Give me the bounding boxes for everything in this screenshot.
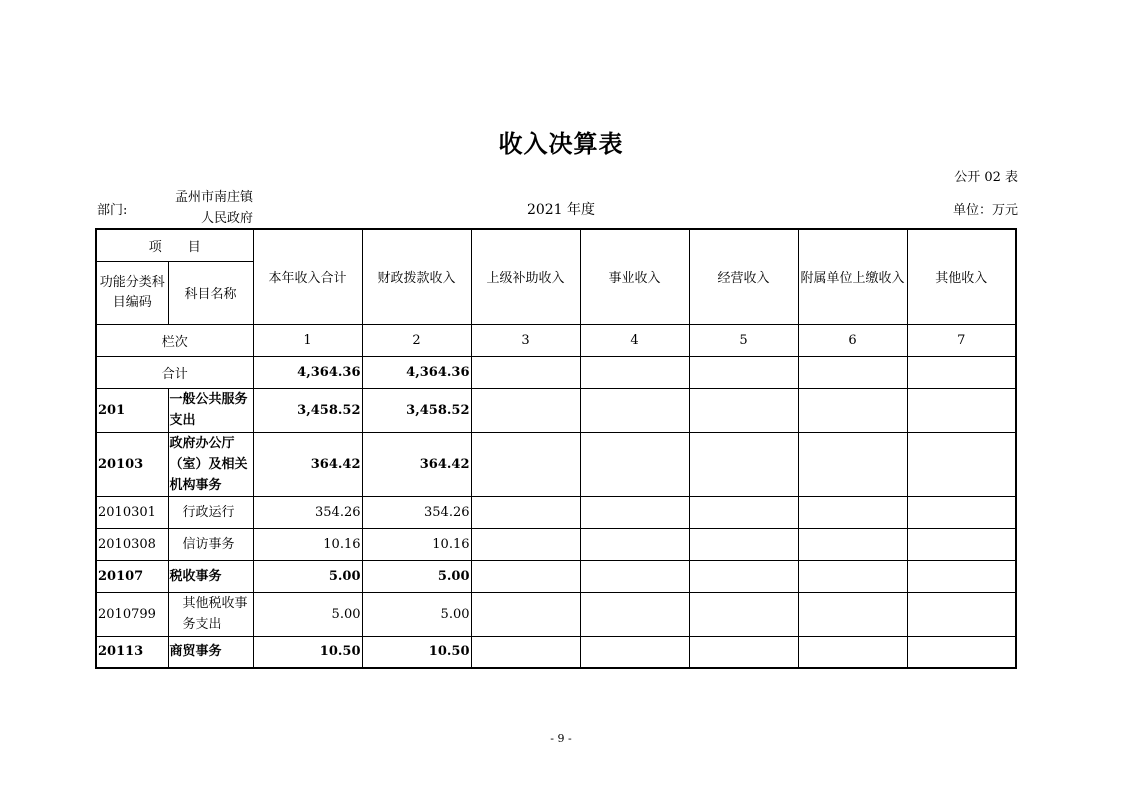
value-cell bbox=[907, 636, 1016, 668]
value-cell bbox=[689, 636, 798, 668]
value-cell: 5.00 bbox=[362, 560, 471, 592]
value-cell bbox=[798, 388, 907, 432]
row-index-cell: 3 bbox=[471, 324, 580, 356]
value-cell bbox=[580, 636, 689, 668]
value-cell bbox=[580, 560, 689, 592]
value-cell bbox=[580, 496, 689, 528]
value-cell bbox=[471, 592, 580, 636]
value-cell: 10.16 bbox=[362, 528, 471, 560]
form-code: 公开 02 表 bbox=[954, 170, 1018, 185]
value-cell bbox=[471, 528, 580, 560]
subject-code: 2010301 bbox=[96, 496, 168, 528]
value-cell bbox=[907, 496, 1016, 528]
value-cell bbox=[689, 528, 798, 560]
value-cell bbox=[907, 388, 1016, 432]
value-cell: 3,458.52 bbox=[362, 388, 471, 432]
table-row bbox=[96, 560, 1016, 592]
subject-name: 一般公共服务支出 bbox=[168, 388, 253, 432]
total-value bbox=[798, 356, 907, 388]
total-label: 合计 bbox=[96, 356, 253, 388]
row-index-cell: 5 bbox=[689, 324, 798, 356]
header-row-1 bbox=[96, 229, 1016, 261]
page-title: 收入决算表 bbox=[498, 130, 624, 158]
table-body bbox=[96, 229, 1016, 668]
page-number: - 9 - bbox=[550, 732, 572, 745]
total-value bbox=[689, 356, 798, 388]
total-value: 4,364.36 bbox=[362, 356, 471, 388]
subject-code: 2010799 bbox=[96, 592, 168, 636]
fiscal-year: 2021 年度 bbox=[526, 202, 596, 218]
subject-code: 201 bbox=[96, 388, 168, 432]
department-label: 部门: bbox=[97, 203, 128, 218]
value-cell bbox=[689, 432, 798, 496]
value-cell: 364.42 bbox=[253, 432, 362, 496]
value-cell bbox=[580, 432, 689, 496]
row-index-cell: 4 bbox=[580, 324, 689, 356]
total-value bbox=[471, 356, 580, 388]
value-cell bbox=[580, 528, 689, 560]
value-cell: 5.00 bbox=[253, 592, 362, 636]
column-header: 其他收入 bbox=[907, 229, 1016, 324]
value-cell bbox=[471, 388, 580, 432]
row-index-row bbox=[96, 324, 1016, 356]
value-cell bbox=[580, 592, 689, 636]
column-header: 事业收入 bbox=[580, 229, 689, 324]
subject-code: 20107 bbox=[96, 560, 168, 592]
row-index-label: 栏次 bbox=[96, 324, 253, 356]
value-cell bbox=[798, 432, 907, 496]
table-row bbox=[96, 592, 1016, 636]
total-value bbox=[580, 356, 689, 388]
subject-code: 20103 bbox=[96, 432, 168, 496]
unit-label: 单位：万元 bbox=[952, 203, 1018, 218]
table-row bbox=[96, 636, 1016, 668]
value-cell bbox=[907, 432, 1016, 496]
value-cell: 10.50 bbox=[362, 636, 471, 668]
name-header: 科目名称 bbox=[168, 261, 253, 324]
value-cell: 354.26 bbox=[253, 496, 362, 528]
value-cell bbox=[689, 560, 798, 592]
subject-name: 政府办公厅（室）及相关机构事务 bbox=[168, 432, 253, 496]
value-cell bbox=[471, 432, 580, 496]
value-cell bbox=[471, 560, 580, 592]
department-name-line1: 孟州市南庄镇 bbox=[174, 190, 253, 205]
value-cell bbox=[798, 592, 907, 636]
value-cell: 5.00 bbox=[362, 592, 471, 636]
subject-name: 商贸事务 bbox=[168, 636, 253, 668]
income-table bbox=[95, 228, 1017, 669]
subject-name: 信访事务 bbox=[168, 528, 253, 560]
value-cell bbox=[907, 528, 1016, 560]
total-row bbox=[96, 356, 1016, 388]
subject-code: 2010308 bbox=[96, 528, 168, 560]
table-row bbox=[96, 496, 1016, 528]
subject-name: 行政运行 bbox=[168, 496, 253, 528]
total-value bbox=[907, 356, 1016, 388]
subject-name: 其他税收事务支出 bbox=[168, 592, 253, 636]
value-cell: 3,458.52 bbox=[253, 388, 362, 432]
value-cell bbox=[689, 496, 798, 528]
table-row bbox=[96, 388, 1016, 432]
value-cell: 354.26 bbox=[362, 496, 471, 528]
value-cell: 10.16 bbox=[253, 528, 362, 560]
column-header: 财政拨款收入 bbox=[362, 229, 471, 324]
row-index-cell: 6 bbox=[798, 324, 907, 356]
value-cell bbox=[798, 496, 907, 528]
column-header: 本年收入合计 bbox=[253, 229, 362, 324]
subject-name: 税收事务 bbox=[168, 560, 253, 592]
value-cell bbox=[689, 388, 798, 432]
value-cell: 364.42 bbox=[362, 432, 471, 496]
department-name-line2: 人民政府 bbox=[200, 211, 253, 226]
value-cell bbox=[798, 636, 907, 668]
value-cell bbox=[471, 496, 580, 528]
value-cell bbox=[907, 560, 1016, 592]
value-cell bbox=[580, 388, 689, 432]
row-index-cell: 2 bbox=[362, 324, 471, 356]
table-row bbox=[96, 528, 1016, 560]
value-cell bbox=[689, 592, 798, 636]
total-value: 4,364.36 bbox=[253, 356, 362, 388]
value-cell bbox=[471, 636, 580, 668]
row-index-cell: 7 bbox=[907, 324, 1016, 356]
value-cell: 10.50 bbox=[253, 636, 362, 668]
column-header: 上级补助收入 bbox=[471, 229, 580, 324]
value-cell bbox=[907, 592, 1016, 636]
table-row bbox=[96, 432, 1016, 496]
row-index-cell: 1 bbox=[253, 324, 362, 356]
subject-code: 20113 bbox=[96, 636, 168, 668]
value-cell: 5.00 bbox=[253, 560, 362, 592]
code-header: 功能分类科目编码 bbox=[96, 261, 168, 324]
column-header: 附属单位上缴收入 bbox=[798, 229, 907, 324]
item-header: 项 目 bbox=[96, 229, 253, 261]
column-header: 经营收入 bbox=[689, 229, 798, 324]
value-cell bbox=[798, 560, 907, 592]
value-cell bbox=[798, 528, 907, 560]
